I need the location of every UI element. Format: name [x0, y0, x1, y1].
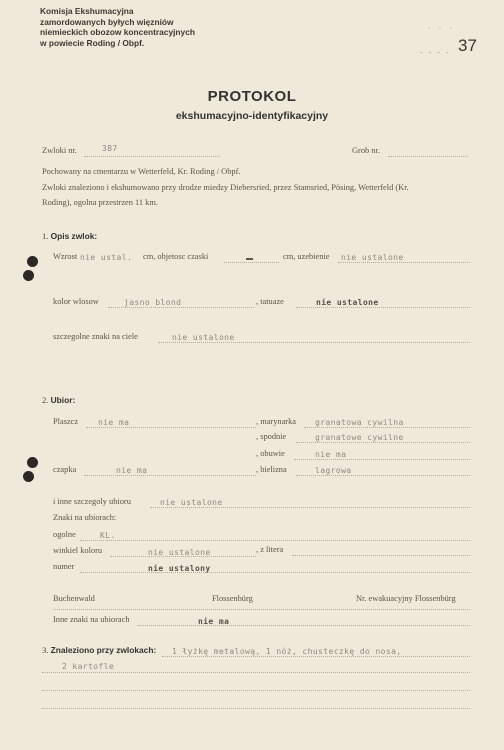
marynarka-field-line — [304, 427, 470, 428]
znaki-ubior-label: Znaki na ubiorach: — [53, 513, 117, 522]
camp-numbers-line — [53, 609, 470, 610]
litera-label: , z litera — [256, 545, 284, 554]
spodnie-label: , spodnie — [256, 432, 287, 441]
spodnie-field-line — [296, 442, 470, 443]
document-subtitle: ekshumacyjno-identyfikacyjny — [175, 110, 329, 122]
inne-label: i inne szczegoly ubioru — [53, 497, 131, 506]
czaska-dash — [246, 258, 253, 260]
ogolne-label: ogolne — [53, 530, 76, 539]
bielizna-value: lagrowa — [315, 466, 352, 475]
winkiel-value: nie ustalone — [148, 548, 211, 557]
wzrost-label: Wzrost — [53, 252, 78, 261]
zwloki-field-line — [84, 156, 220, 157]
plaszcz-value: nie ma — [98, 418, 130, 427]
uzebienie-field-line — [338, 262, 470, 263]
commission-header — [40, 6, 195, 48]
uzebienie-value: nie ustalone — [341, 253, 404, 262]
znaki-label: szczegolne znaki na ciele — [53, 332, 138, 341]
ogolne-value: KL. — [100, 531, 116, 540]
header-line-4: w powiecie Roding / Obpf. — [40, 37, 145, 48]
items-value-line-1: 1 łyżkę metalową, 1 nóż, chusteczkę do nosa, — [172, 647, 402, 656]
section-2-number: 2. — [42, 395, 49, 405]
burial-place-text: Pochowany na cmentarzu w Wetterfeld, Kr. Roding / Obpf. — [42, 167, 241, 176]
buchenwald-label: Buchenwald — [53, 594, 95, 603]
tatuaze-value: nie ustalone — [316, 298, 379, 307]
czapka-field-line — [84, 475, 256, 476]
obuwie-value: nie ma — [315, 450, 347, 459]
zwloki-value: 387 — [102, 144, 118, 153]
section-2-heading — [42, 395, 75, 405]
numer-label: numer — [53, 562, 75, 571]
grob-field-line — [388, 156, 468, 157]
ogolne-field-line — [80, 540, 470, 541]
litera-field-line — [292, 555, 470, 556]
kolor-field-line — [108, 307, 254, 308]
items-field-line-1 — [162, 656, 470, 657]
marynarka-value: granatowa cywilna — [315, 418, 404, 427]
section-3-heading — [42, 645, 156, 655]
plaszcz-field-line — [86, 427, 256, 428]
exhumation-text-1: Zwloki znaleziono i ekshumowano przy drodze miedzy Diebersried, przez Stamsried, Pösing, Wetterfeld (Kr. — [42, 183, 409, 192]
section-1-title: Opis zwlok: — [50, 231, 98, 241]
punch-hole-upper-1 — [27, 256, 38, 267]
section-3-number: 3. — [42, 645, 49, 655]
header-line-2: zamordowanych byłych więzniów — [40, 16, 174, 27]
inne-value: nie ustalone — [160, 498, 223, 507]
page-number: 37 — [458, 36, 477, 55]
document-title: PROTOKOL — [207, 88, 297, 105]
tatuaze-field-line — [296, 307, 470, 308]
marynarka-label: , marynarka — [256, 417, 296, 426]
tatuaze-label: , tatuaze — [256, 297, 284, 306]
czaska-field-line — [224, 262, 279, 263]
wzrost-value: nie ustal. — [80, 253, 133, 262]
numer-field-line — [80, 572, 470, 573]
znaki-value: nie ustalone — [172, 333, 235, 342]
punch-hole-upper-2 — [23, 270, 34, 281]
items-value-line-2: 2 kartofle — [62, 662, 115, 671]
bielizna-field-line — [296, 475, 470, 476]
items-field-line-4 — [42, 708, 470, 709]
bielizna-label: , bielizna — [256, 465, 287, 474]
section-1-number: 1. — [42, 231, 49, 241]
punch-hole-lower-1 — [27, 457, 38, 468]
grob-label: Grob nr. — [352, 146, 380, 155]
czapka-label: czapka — [53, 465, 77, 474]
section-3-title: Znaleziono przy zwlokach: — [50, 645, 157, 655]
section-1-heading — [42, 231, 97, 241]
obuwie-field-line — [294, 459, 470, 460]
czapka-value: nie ma — [116, 466, 148, 475]
inne-znaki-value: nie ma — [198, 617, 230, 626]
exhumation-text-2: Roding), ogolna przestrzen 11 km. — [42, 198, 158, 207]
punch-hole-lower-2 — [23, 471, 34, 482]
kolor-label: kolor wlosow — [53, 297, 99, 306]
wzrost-unit: cm, objetosc czaski — [143, 252, 209, 261]
winkiel-label: winkiel koloru — [53, 546, 103, 555]
inne-znaki-field-line — [138, 625, 470, 626]
spodnie-value: granatowe cywilne — [315, 433, 404, 442]
corner-marks-top: · · · — [428, 24, 455, 33]
znaki-field-line — [158, 342, 470, 343]
header-line-3: niemieckich obozow koncentracyjnych — [40, 27, 195, 37]
ewakuacyjny-label: Nr. ewakuacyjny Flossenbürg — [356, 594, 456, 603]
corner-marks-bottom: - - - - — [420, 48, 451, 57]
items-field-line-3 — [42, 690, 470, 691]
flossenburg-label: Flossenbürg — [212, 594, 253, 603]
zwloki-label: Zwloki nr. — [42, 146, 77, 155]
header-line-1: Komisja Ekshumacyjna — [40, 6, 134, 16]
inne-znaki-label: Inne znaki na ubiorach — [53, 615, 130, 624]
obuwie-label: , obuwie — [256, 449, 285, 458]
numer-value: nie ustalony — [148, 564, 211, 573]
items-field-line-2 — [42, 672, 470, 673]
plaszcz-label: Plaszcz — [53, 417, 79, 426]
section-2-title: Ubior: — [50, 395, 76, 405]
czaska-unit: cm, uzebienie — [283, 252, 330, 261]
kolor-value: jasno blond — [124, 298, 182, 307]
inne-field-line — [150, 507, 470, 508]
